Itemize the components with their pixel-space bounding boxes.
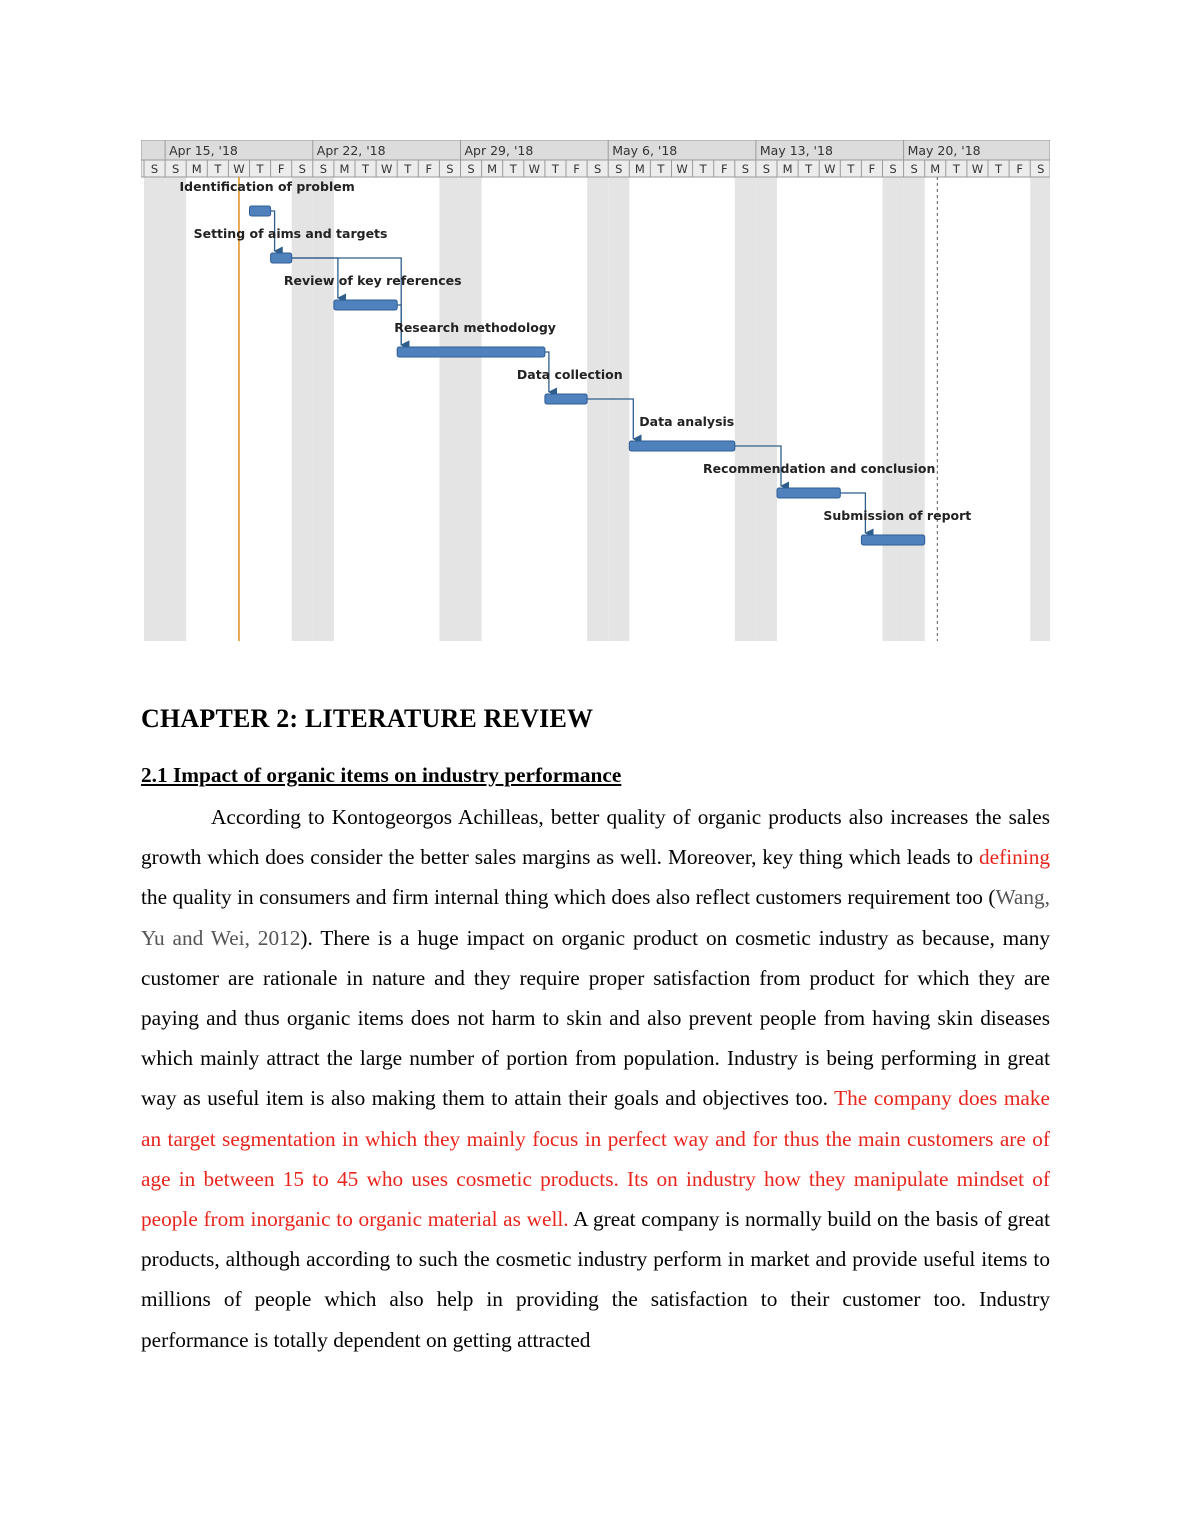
task-label: Research methodology bbox=[394, 320, 556, 335]
day-label: M bbox=[487, 162, 498, 176]
day-label: S bbox=[741, 162, 750, 176]
gantt-chart-svg bbox=[141, 140, 1050, 641]
weekend-band bbox=[883, 177, 904, 641]
paragraph-text-4: A great company is normally build on the basis of great products, although according to such the cosmetic industry perform in market and provide useful items to millions of people which also help in providing the satisfaction to their customer too. Industry performance is totally dependent on getting attracted bbox=[141, 1207, 1050, 1352]
task-bar bbox=[250, 206, 271, 216]
citation: Wang, Yu and Wei, 2012 bbox=[141, 885, 1050, 950]
task-bar bbox=[397, 347, 545, 357]
day-label: T bbox=[657, 162, 665, 176]
week-label: May 20, '18 bbox=[907, 143, 981, 158]
day-label: S bbox=[150, 162, 159, 176]
highlighted-word: defining bbox=[979, 845, 1050, 870]
weekend-band bbox=[165, 177, 186, 641]
day-label: M bbox=[339, 162, 350, 176]
day-label: S bbox=[1037, 162, 1045, 176]
week-label: May 13, '18 bbox=[759, 143, 833, 158]
week-label: Apr 22, '18 bbox=[316, 143, 386, 158]
day-label: T bbox=[995, 162, 1003, 176]
day-label: W bbox=[824, 162, 836, 176]
week-label: Apr 15, '18 bbox=[169, 143, 238, 158]
day-label: F bbox=[1016, 162, 1023, 176]
day-label: T bbox=[847, 162, 855, 176]
day-label: F bbox=[425, 162, 433, 176]
day-label: W bbox=[971, 162, 984, 176]
day-label: S bbox=[910, 162, 918, 176]
day-label: T bbox=[404, 162, 412, 176]
task-label: Setting of aims and targets bbox=[193, 226, 388, 241]
day-label: T bbox=[805, 162, 813, 176]
weekend-band bbox=[756, 177, 777, 641]
day-label: M bbox=[634, 162, 645, 176]
paragraph-text-2: the quality in consumers and firm internal thing which does also reflect customers requirement too ( bbox=[141, 885, 996, 910]
day-label: S bbox=[319, 162, 328, 176]
day-label: S bbox=[615, 162, 623, 176]
body-paragraph bbox=[141, 797, 1050, 1360]
day-label: M bbox=[782, 162, 793, 176]
gantt-chart bbox=[141, 140, 1050, 641]
weekend-band bbox=[608, 177, 629, 641]
task-bar bbox=[334, 300, 397, 310]
task-bar bbox=[271, 253, 292, 263]
task-label: Recommendation and conclusion bbox=[703, 461, 936, 476]
day-label: T bbox=[256, 162, 264, 176]
weekend-band bbox=[1030, 177, 1050, 641]
week-label: May 6, '18 bbox=[612, 143, 678, 158]
day-label: W bbox=[528, 162, 541, 176]
chapter-title: CHAPTER 2: LITERATURE REVIEW bbox=[141, 704, 594, 733]
weekend-band bbox=[904, 177, 925, 641]
day-label: W bbox=[233, 162, 245, 176]
day-label: T bbox=[551, 162, 559, 176]
weekend-band bbox=[313, 177, 334, 641]
day-label: F bbox=[868, 162, 876, 176]
day-label: S bbox=[171, 162, 180, 176]
day-label: M bbox=[191, 162, 202, 176]
task-label: Data analysis bbox=[639, 414, 735, 429]
day-label: S bbox=[446, 162, 454, 176]
task-bar bbox=[777, 488, 840, 498]
task-label: Submission of report bbox=[823, 508, 972, 523]
highlighted-passage: The company does make an target segmentation in which they mainly focus in perfect way and for thus the main customers are of age in between 15 to 45 who uses cosmetic products. Its on industry how they manipulate mindset of people from inorganic to organic material as well. bbox=[141, 1086, 1050, 1232]
weekend-band bbox=[439, 177, 460, 641]
day-label: S bbox=[889, 162, 897, 176]
day-label: T bbox=[509, 162, 517, 176]
day-label: S bbox=[467, 162, 475, 176]
day-label: T bbox=[952, 162, 960, 176]
weekend-band bbox=[461, 177, 482, 641]
day-label: F bbox=[277, 162, 285, 176]
paragraph-text-3: ). There is a huge impact on organic product on cosmetic industry as because, many customer are rationale in nature and they require proper satisfaction from product for which they are paying and thus organic items does not harm to skin and also prevent people from having skin diseases which mainly attract the large number of portion from population. Industry is being performing in great way as useful item is also making them to attain their goals and objectives too. bbox=[141, 925, 1050, 1111]
day-label: F bbox=[573, 162, 580, 176]
section-heading: 2.1 Impact of organic items on industry performance bbox=[141, 763, 622, 787]
day-label: W bbox=[676, 162, 688, 176]
day-label: T bbox=[362, 162, 370, 176]
weekend-band bbox=[735, 177, 756, 641]
weekend-band bbox=[292, 177, 313, 641]
task-label: Identification of problem bbox=[179, 179, 355, 194]
task-label: Review of key references bbox=[283, 273, 462, 288]
weekend-band bbox=[587, 177, 608, 641]
day-label: T bbox=[699, 162, 707, 176]
day-label: W bbox=[380, 162, 393, 176]
week-label: Apr 29, '18 bbox=[464, 143, 534, 158]
day-label: S bbox=[298, 162, 306, 176]
day-label: T bbox=[214, 162, 222, 176]
task-bar bbox=[545, 394, 587, 404]
task-label: Data collection bbox=[516, 367, 623, 382]
day-label: F bbox=[720, 162, 728, 176]
day-label: S bbox=[593, 162, 602, 176]
task-bar bbox=[629, 441, 735, 451]
day-label: S bbox=[762, 162, 771, 176]
paragraph-text-1: According to Kontogeorgos Achilleas, better quality of organic products also increases the sales growth which does consider the better sales margins as well. Moreover, key thing which leads to bbox=[141, 805, 1050, 870]
task-bar bbox=[861, 535, 924, 545]
day-label: M bbox=[930, 162, 941, 176]
weekend-band bbox=[144, 177, 165, 641]
